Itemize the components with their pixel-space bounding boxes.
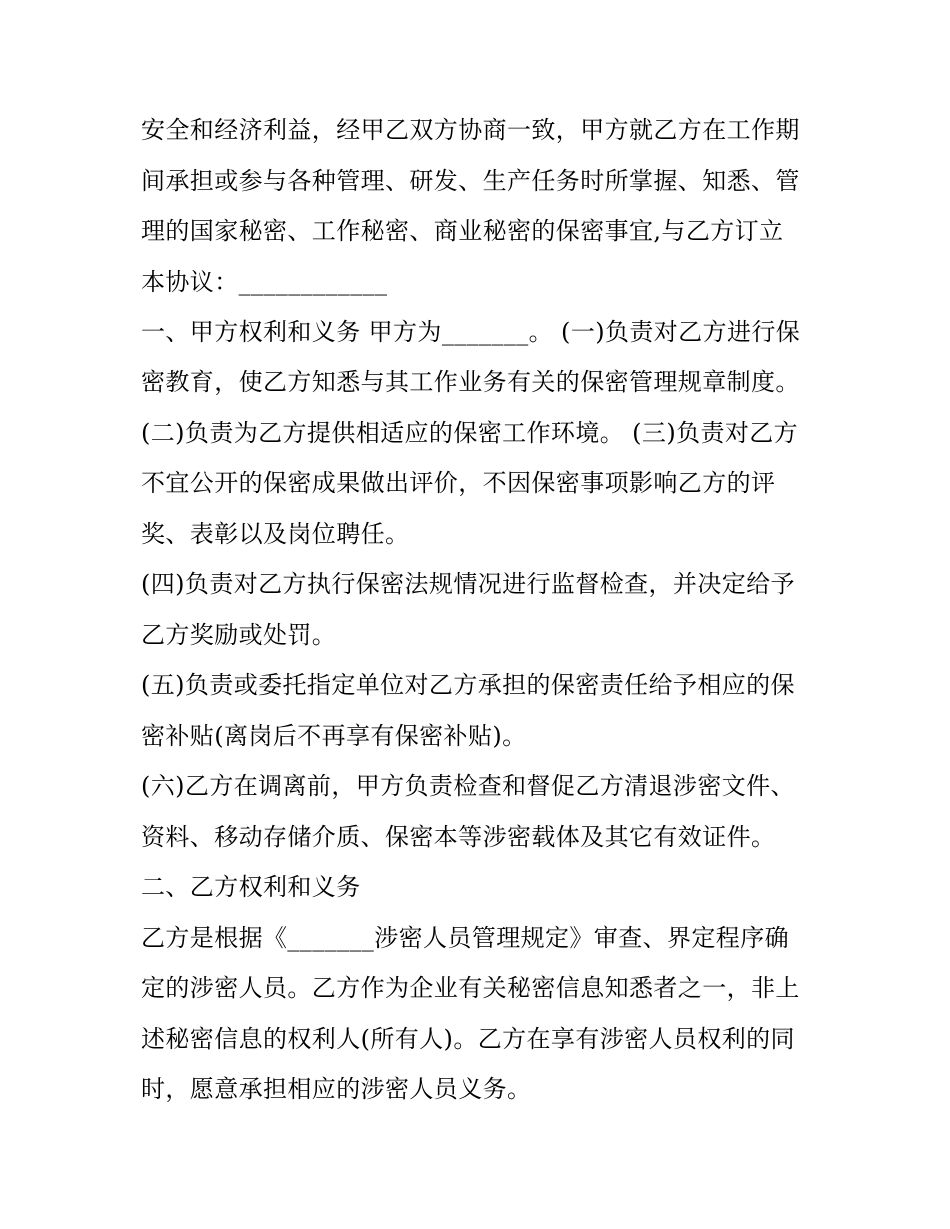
section-heading-line: 一、甲方权利和义务 甲方为_______。 (一)负责对乙方进行保 [141,318,801,346]
paragraph-line: 本协议：____________ [141,268,388,296]
paragraph-line: 间承担或参与各种管理、研发、生产任务时所掌握、知悉、管 [141,167,800,195]
paragraph-line: 乙方奖励或处罚。 [141,621,337,649]
paragraph-line: (四)负责对乙方执行保密法规情况进行监督检查，并决定给予 [141,570,795,598]
paragraph-line: 不宜公开的保密成果做出评价，不因保密事项影响乙方的评 [141,469,776,497]
paragraph-line: 时，愿意承担相应的涉密人员义务。 [141,1075,532,1103]
paragraph-line: 密教育，使乙方知悉与其工作业务有关的保密管理规章制度。 [141,368,800,396]
paragraph-line: (六)乙方在调离前，甲方负责检查和督促乙方清退涉密文件、 [141,772,795,800]
paragraph-line: 资料、移动存储介质、保密本等涉密载体及其它有效证件。 [141,823,776,851]
paragraph-line: 述秘密信息的权利人(所有人)。乙方在享有涉密人员权利的同 [141,1025,795,1053]
paragraph-line: 奖、表彰以及岗位聘任。 [141,520,410,548]
paragraph-line: 密补贴(离岗后不再享有保密补贴)。 [141,722,527,750]
paragraph-line: 定的涉密人员。乙方作为企业有关秘密信息知悉者之一，非上 [141,974,800,1002]
paragraph-line: 理的国家秘密、工作秘密、商业秘密的保密事宜,与乙方订立 [141,217,784,245]
paragraph-line: 乙方是根据《_______涉密人员管理规定》审查、界定程序确 [141,924,789,952]
section-heading-line: 二、乙方权利和义务 [141,873,361,901]
paragraph-line: (二)负责为乙方提供相适应的保密工作环境。 (三)负责对乙方 [141,419,799,447]
paragraph-line: (五)负责或委托指定单位对乙方承担的保密责任给予相应的保 [141,671,795,699]
paragraph-line: 安全和经济利益，经甲乙双方协商一致，甲方就乙方在工作期 [141,116,800,144]
